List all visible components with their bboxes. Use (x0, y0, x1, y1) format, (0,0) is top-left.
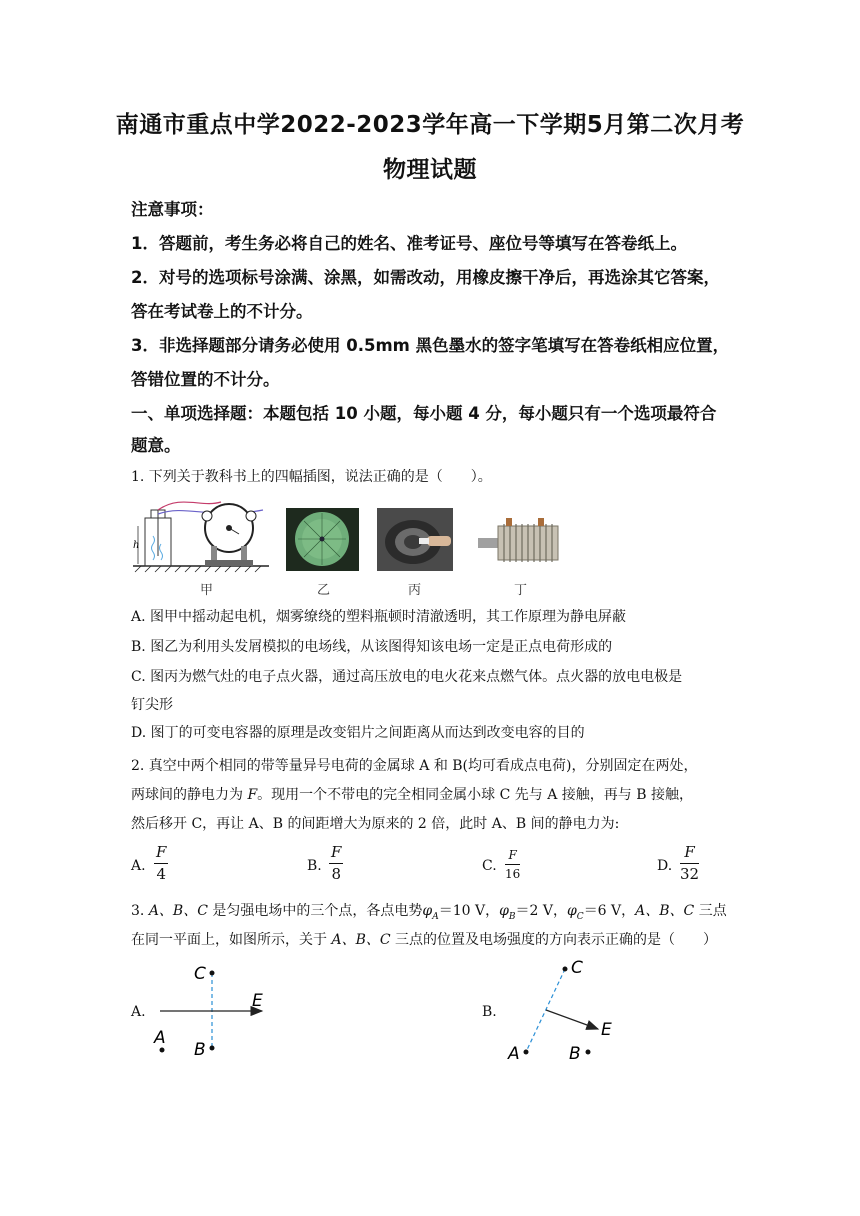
q3-num: 3. (131, 903, 149, 919)
q1-stem: 1. 下列关于教科书上的四幅插图，说法正确的是（ ）。 (131, 469, 492, 485)
q3-sub-a: A (432, 911, 439, 922)
q2-option-d-label: D. (657, 858, 673, 874)
figure-ding-capacitor-photo (476, 508, 564, 571)
q2-option-a-den: 4 (156, 865, 166, 883)
q1-option-b: B. 图乙为利用头发屑模拟的电场线，从该图得知该电场一定是正点电荷形成的 (131, 639, 613, 655)
notice-item-3b: 答错位置的不计分。 (131, 370, 280, 389)
q2-option-b-den: 8 (331, 865, 341, 883)
q2-option-b-num: F (331, 843, 342, 861)
q2-line-2b: 。现用一个不带电的完全相同金属小球 C 先与 A 接触，再与 B 接触， (257, 787, 693, 803)
caption-ding: 丁 (514, 583, 528, 598)
q2-option-c-den: 16 (505, 867, 521, 881)
q2-line-2a: 两球间的静电力为 (131, 787, 248, 803)
figure-jia-h-label: h (133, 540, 140, 551)
q3-phi-b: φ (499, 903, 509, 919)
q3-a-label-e: E (252, 991, 263, 1011)
q3-text-4: 三点的位置及电场强度的方向表示正确的是（ ） (390, 932, 718, 948)
q3-phi-c: φ (566, 903, 577, 919)
q3-text-3: 在同一平面上，如图所示，关于 (131, 932, 332, 948)
q1-option-d: D. 图丁的可变电容器的原理是改变铝片之间距离从而达到改变电容的目的 (131, 725, 585, 741)
q2-line-2 (131, 784, 693, 804)
q2-force-symbol: F (247, 787, 258, 803)
q2-option-c-fraction (505, 849, 520, 880)
section-heading-cont: 题意。 (131, 436, 181, 455)
q2-option-c-num: F (508, 848, 517, 862)
q2-option-b-label: B. (307, 858, 322, 874)
q3-a-label-c: C (194, 964, 206, 984)
q3-phi-a: φ (422, 903, 433, 919)
q2-option-c-label: C. (482, 858, 497, 874)
q3-sub-b: B (508, 911, 516, 922)
q3-text-1: 是匀强电场中的三个点，各点电势 (207, 903, 423, 919)
notice-item-2a: 2．对号的选项标号涂满、涂黑，如需改动，用橡皮擦干净后，再选涂其它答案， (131, 268, 720, 287)
q3-a-label-b: B (194, 1040, 206, 1060)
caption-bing: 丙 (408, 583, 422, 598)
q3-option-a-label: A. (131, 1004, 146, 1020)
q2-line-1: 2. 真空中两个相同的带等量异号电荷的金属球 A 和 B(均可看成点电荷)，分别固定在两处， (131, 758, 698, 774)
q3-points-3: A、B、C (331, 932, 391, 948)
q2-option-a-label: A. (131, 858, 146, 874)
q3-b-label-a: A (508, 1044, 520, 1064)
q2-option-d-num: F (684, 843, 695, 861)
q3-b-label-c: C (571, 958, 583, 978)
notice-item-1: 1．答题前，考生务必将自己的姓名、准考证号、座位号等填写在答卷纸上。 (131, 234, 687, 253)
q2-option-b-fraction (329, 845, 343, 882)
q3-sub-c: C (576, 911, 584, 922)
q2-option-d-fraction (680, 845, 699, 882)
q3-points-2: A、B、C (635, 903, 695, 919)
figure-yi-field-lines-photo (286, 508, 359, 571)
q2-option-a-fraction (154, 845, 168, 882)
q3-option-b-diagram (500, 955, 630, 1065)
notice-item-2b: 答在考试卷上的不计分。 (131, 302, 313, 321)
q3-line-2 (131, 929, 717, 949)
q3-option-a-diagram (150, 958, 280, 1063)
q1-option-c-cont: 钉尖形 (131, 697, 173, 713)
q1-option-a: A. 图甲中摇动起电机，烟雾缭绕的塑料瓶顿时清澈透明，其工作原理为静电屏蔽 (131, 609, 627, 625)
q3-val-b: ＝2 V， (515, 903, 567, 919)
caption-jia: 甲 (200, 583, 214, 598)
q2-option-a-num: F (156, 843, 167, 861)
q2-option-d-den: 32 (680, 865, 700, 883)
q3-option-b-label: B. (482, 1004, 497, 1020)
q2-line-3: 然后移开 C，再让 A、B 的间距增大为原来的 2 倍，此时 A、B 间的静电力为: (131, 816, 620, 832)
q3-b-label-b: B (569, 1044, 581, 1064)
q3-line-1 (131, 900, 727, 922)
q3-val-a: ＝10 V， (438, 903, 500, 919)
q3-points-1: A、B、C (148, 903, 208, 919)
section-heading: 一、单项选择题：本题包括 10 小题，每小题 4 分，每小题只有一个选项最符合 (131, 404, 717, 423)
notice-heading: 注意事项： (131, 200, 214, 219)
q3-text-2: 三点 (694, 903, 727, 919)
figure-bing-igniter-photo (377, 508, 453, 571)
caption-yi: 乙 (317, 583, 331, 598)
q3-a-label-a: A (154, 1028, 166, 1048)
exam-subtitle: 物理试题 (383, 157, 477, 183)
notice-item-3a: 3．非选择题部分请务必使用 0.5mm 黑色墨水的签字笔填写在答卷纸相应位置， (131, 336, 730, 355)
q3-b-label-e: E (601, 1020, 612, 1040)
figure-jia-electrostatic-machine (131, 496, 271, 576)
exam-title: 南通市重点中学2022-2023学年高一下学期5月第二次月考 (115, 112, 745, 138)
q3-val-c: ＝6 V， (583, 903, 636, 919)
q1-option-c: C. 图丙为燃气灶的电子点火器，通过高压放电的电火花来点燃气体。点火器的放电电极是 (131, 669, 683, 685)
